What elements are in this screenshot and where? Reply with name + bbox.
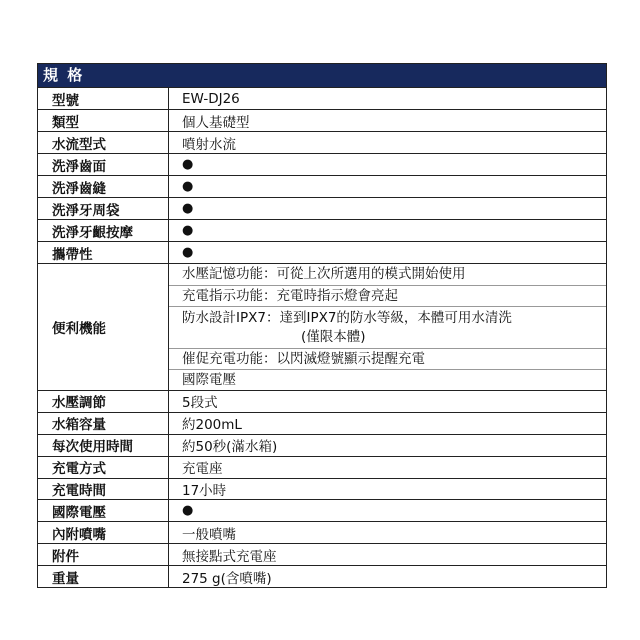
convenience-item: 充電指示功能：充電時指示燈會亮起 <box>169 285 606 306</box>
row-value-accessory: 無接點式充電座 <box>182 548 277 565</box>
row-value-tank: 約200mL <box>182 417 242 434</box>
table-row <box>38 219 606 241</box>
row-value-tooth-surface: ● <box>182 157 194 172</box>
row-label-weight: 重量 <box>38 566 169 587</box>
table-row-convenience <box>38 263 606 390</box>
table-row <box>38 499 606 521</box>
row-value-charge-method: 充電座 <box>182 461 223 478</box>
row-label-charge-time: 充電時間 <box>38 479 169 500</box>
row-label-accessory: 附件 <box>38 544 169 565</box>
table-row <box>38 543 606 565</box>
row-value-weight: 275 g(含噴嘴) <box>182 570 272 587</box>
row-value-pressure: 5段式 <box>182 395 218 412</box>
table-row <box>38 87 606 109</box>
row-label-portable: 攜帶性 <box>38 242 169 263</box>
row-value-model: EW-DJ26 <box>182 90 240 107</box>
spec-table <box>37 63 607 588</box>
row-label-gum-massage: 洗淨牙齦按摩 <box>38 220 169 241</box>
row-value-gum-massage: ● <box>182 223 194 238</box>
row-label-tank: 水箱容量 <box>38 413 169 434</box>
row-value-flow: 噴射水流 <box>182 136 236 153</box>
row-value-gum-pocket: ● <box>182 201 194 216</box>
convenience-item <box>169 306 606 348</box>
row-label-tooth-surface: 洗淨齒面 <box>38 154 169 175</box>
row-label-use-time: 每次使用時間 <box>38 435 169 456</box>
row-label-flow: 水流型式 <box>38 132 169 153</box>
row-label-nozzle: 內附噴嘴 <box>38 522 169 543</box>
row-value-charge-time: 17小時 <box>182 483 227 499</box>
table-row <box>38 241 606 263</box>
convenience-item-line: 防水設計IPX7：達到IPX7的防水等級，本體可用水清洗 <box>182 310 512 326</box>
convenience-item-line: (僅限本體) <box>301 329 366 345</box>
row-label-intl-voltage: 國際電壓 <box>38 500 169 521</box>
row-value-portable: ● <box>182 245 194 260</box>
table-row <box>38 197 606 219</box>
table-row <box>38 456 606 478</box>
table-row <box>38 153 606 175</box>
convenience-list <box>169 264 606 390</box>
table-row <box>38 434 606 456</box>
row-value-tooth-gap: ● <box>182 179 194 194</box>
convenience-item: 水壓記憶功能：可從上次所選用的模式開始使用 <box>182 266 466 282</box>
row-label-model: 型號 <box>38 88 169 109</box>
row-value-intl-voltage: ● <box>182 503 194 519</box>
table-row <box>38 131 606 153</box>
table-row <box>38 478 606 500</box>
row-label-tooth-gap: 洗淨齒縫 <box>38 176 169 197</box>
row-value-nozzle: 一般噴嘴 <box>182 526 236 543</box>
convenience-item: 國際電壓 <box>169 369 606 390</box>
convenience-item: 催促充電功能：以閃滅燈號顯示提醒充電 <box>169 348 606 369</box>
row-label-pressure: 水壓調節 <box>38 391 169 412</box>
row-label-convenience: 便利機能 <box>38 264 169 390</box>
spec-header: 規 格 <box>38 64 606 87</box>
table-row <box>38 412 606 434</box>
row-label-charge-method: 充電方式 <box>38 457 169 478</box>
table-row <box>38 175 606 197</box>
row-label-gum-pocket: 洗淨牙周袋 <box>38 198 169 219</box>
table-row <box>38 390 606 412</box>
row-value-type: 個人基礎型 <box>182 114 250 131</box>
table-row <box>38 109 606 131</box>
row-label-type: 類型 <box>38 110 169 131</box>
table-row <box>38 565 606 587</box>
row-value-use-time: 約50秒(滿水箱) <box>182 439 278 456</box>
table-row <box>38 521 606 543</box>
